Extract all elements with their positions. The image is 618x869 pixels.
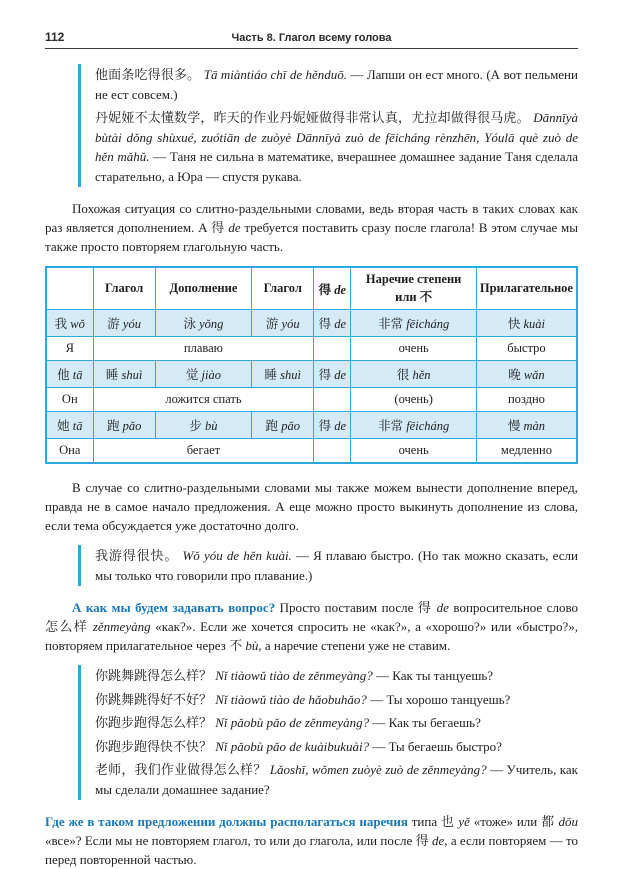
pinyin-text: tā: [72, 368, 83, 382]
pinyin-text: de: [334, 368, 347, 382]
pinyin-text: fēicháng: [406, 317, 450, 331]
chinese-text: 得: [211, 220, 225, 235]
table-cell: поздно: [476, 388, 577, 412]
pinyin-text: pǎo: [281, 419, 300, 433]
table-cell: [476, 361, 577, 388]
lead-question: А как мы будем задавать вопрос?: [72, 600, 276, 615]
table-cell: [351, 412, 477, 439]
de-construction-table: [45, 266, 578, 464]
column-header-object: Дополнение: [155, 267, 251, 310]
table-cell: Она: [46, 439, 93, 464]
example-sentence: [95, 65, 578, 104]
table-cell: [155, 310, 251, 337]
header-text: Наречие степени или: [365, 272, 462, 304]
page-number: 112: [45, 30, 65, 44]
table-cell: [155, 412, 251, 439]
table-cell: [46, 361, 93, 388]
table-cell: Я: [46, 337, 93, 361]
chinese-text: 得: [318, 419, 332, 433]
chinese-text: 我: [54, 317, 68, 331]
russian-translation: — Ты бегаешь быстро?: [369, 738, 502, 754]
chinese-text: 觉: [185, 368, 199, 382]
pinyin-text: fēicháng: [406, 419, 450, 433]
chinese-text: 你跑步跑得怎么样？: [95, 715, 213, 730]
example-sentence: [95, 713, 578, 733]
example-block-3: [78, 665, 578, 800]
pinyin-text: Lǎoshī, wǒmen zuòyè zuò de zěnmeyàng?: [266, 762, 487, 777]
pinyin-text: shuì: [121, 368, 143, 382]
table-cell: (очень): [351, 388, 477, 412]
chinese-text: 你跳舞跳得怎么样？: [95, 668, 213, 683]
russian-translation: — Таня не сильна в математике, вчерашнее домашнее задание Таня сделала старательно, а Юра — спустя рукава.: [95, 149, 578, 184]
table-cell: [314, 310, 351, 337]
chinese-text: 跑: [106, 419, 120, 433]
pinyin-text: hěn: [412, 368, 431, 382]
chinese-text: 泳: [183, 317, 196, 331]
example-sentence: [95, 666, 578, 686]
paragraph-split-words: [45, 478, 578, 535]
example-sentence: [95, 546, 578, 585]
russian-translation: — Лапши он ест много. (А вот пельмени не ест совсем.): [95, 67, 578, 102]
column-header-verb2: Глагол: [252, 267, 314, 310]
chinese-text: 他: [57, 368, 70, 382]
pinyin-text: Nǐ pǎobù pǎo de zěnmeyàng?: [212, 715, 370, 730]
table-cell: очень: [351, 337, 477, 361]
chinese-text: 得: [415, 833, 429, 848]
paragraph-text: «тоже» или: [469, 814, 542, 829]
table-cell: медленно: [476, 439, 577, 464]
pinyin-text: Nǐ pǎobù pǎo de kuàibukuài?: [212, 738, 370, 754]
pinyin-text: jiào: [201, 368, 221, 382]
paragraph-text: «как?». Если же хочется спросить не «как?», а «хорошо?» или «быстро?», повторяем прилагательное через: [45, 619, 578, 653]
table-cell: [252, 310, 314, 337]
table-cell: [46, 412, 93, 439]
table-cell: [155, 361, 251, 388]
chinese-text: 慢: [507, 419, 521, 433]
column-header-verb: Глагол: [93, 267, 155, 310]
table-cell: быстро: [476, 337, 577, 361]
chinese-text: 丹妮娅不太懂数学，昨天的作业丹妮娅做得非常认真，尤拉却做得很马虎。: [95, 110, 530, 125]
paragraph-text: требуется поставить сразу после глагола! В этом случае мы также просто повторяем глагольную часть.: [45, 220, 578, 254]
column-header-de: [314, 267, 351, 310]
table-cell: [93, 310, 155, 337]
table-row-russian: [46, 388, 577, 412]
example-block-2: [78, 545, 578, 586]
paragraph-text: Просто поставим после: [275, 600, 418, 615]
example-sentence: [95, 737, 578, 757]
table-row-chinese: [46, 361, 577, 388]
chinese-text: 不: [229, 638, 243, 653]
pinyin-text: Dānnīyà bùtài dǒng shùxué, zuótiān de zuòyè Dānnīyà zuò de fēicháng rènzhēn, Yóulā què zuò de hěn mǎhǔ.: [95, 110, 578, 164]
pinyin-text: de: [224, 220, 241, 235]
chinese-text: 步: [189, 419, 202, 433]
pinyin-text: kuài: [523, 317, 546, 331]
table-row-russian: [46, 439, 577, 464]
chinese-text: 得: [318, 368, 332, 382]
pinyin-text: Wǒ yóu de hěn kuài.: [178, 548, 296, 563]
running-head: [45, 30, 578, 49]
pinyin-text: Nǐ tiàowǔ tiào de zěnmeyàng?: [212, 668, 373, 683]
paragraph-text: «все»? Если мы не повторяем глагол, то или до глагола, или после: [45, 833, 416, 848]
table-cell-merged: плаваю: [93, 337, 314, 361]
pinyin-text: pǎo: [122, 419, 142, 433]
pinyin-text: de: [428, 833, 445, 848]
column-header-adverb: [351, 267, 477, 310]
chinese-text: 很: [396, 368, 410, 382]
paragraph-text: Похожая ситуация со слитно-раздельными словами, ведь вторая часть в таких словах как раз является дополнением. А: [45, 201, 578, 235]
russian-translation: — Как ты танцуешь?: [372, 668, 494, 683]
table-row-russian: [46, 337, 577, 361]
pinyin-text: de: [334, 419, 347, 433]
chinese-text: 晚: [508, 368, 521, 382]
paragraph-question: [45, 598, 578, 655]
column-header-adjective: Прилагательное: [476, 267, 577, 310]
chinese-text: 非常: [378, 419, 404, 433]
chinese-text: 得: [318, 282, 332, 297]
chinese-text: 非常: [378, 317, 404, 331]
pinyin-text: de: [432, 600, 449, 615]
chinese-text: 我游得很快。: [95, 548, 179, 563]
chinese-text: 游: [107, 317, 120, 331]
russian-translation: — Как ты бегаешь?: [369, 715, 481, 730]
example-block-1: [78, 64, 578, 187]
chinese-text: 怎么样: [45, 619, 89, 634]
table-cell-empty: [314, 337, 351, 361]
paragraph-text: , а если повторяем — то перед повторенной частью.: [45, 833, 578, 867]
pinyin-text: de: [331, 282, 347, 297]
chinese-text: 睡: [264, 368, 278, 382]
chinese-text: 都: [541, 814, 555, 829]
table-cell: [93, 412, 155, 439]
pinyin-text: yě: [454, 814, 470, 829]
table-row-chinese: [46, 310, 577, 337]
paragraph-text: типа: [407, 814, 441, 829]
table-cell: [314, 361, 351, 388]
paragraph-text: , а наречие степени уже не ставим.: [258, 638, 451, 653]
table-cell: [252, 361, 314, 388]
example-sentence: [95, 690, 578, 710]
table-cell: [351, 310, 477, 337]
table-header-row: [46, 267, 577, 310]
pinyin-text: yóu: [281, 317, 300, 331]
paragraph-adverbs: [45, 812, 578, 869]
chinese-text: 睡: [105, 368, 119, 382]
chinese-text: 快: [507, 317, 521, 331]
pinyin-text: Nǐ tiàowǔ tiào de hǎobuhǎo?: [212, 691, 367, 707]
russian-translation: — Я плаваю быстро. (Но так можно сказать, если мы только что говорили про плавание.): [95, 548, 578, 583]
example-sentence: [95, 760, 578, 799]
table-cell: [93, 361, 155, 388]
pinyin-text: zěnmeyàng: [88, 619, 151, 634]
table-cell-empty: [314, 439, 351, 464]
chinese-text: 她: [57, 419, 70, 433]
table-cell: Он: [46, 388, 93, 412]
chinese-text: 他面条吃得很多。: [95, 67, 201, 82]
column-header-empty: [46, 267, 93, 310]
russian-translation: — Ты хорошо танцуешь?: [366, 691, 511, 707]
pinyin-text: dōu: [554, 814, 578, 829]
table-cell: [252, 412, 314, 439]
chinese-text: 得: [318, 317, 332, 331]
chinese-text: 得: [417, 600, 433, 615]
chinese-text: 跑: [265, 419, 279, 433]
pinyin-text: yǒng: [199, 317, 224, 331]
table-cell: [314, 412, 351, 439]
table-cell: [476, 412, 577, 439]
table-cell: [351, 361, 477, 388]
example-sentence: [95, 108, 578, 186]
table-cell: [46, 310, 93, 337]
table-cell: очень: [351, 439, 477, 464]
table-cell-merged: бегает: [93, 439, 314, 464]
pinyin-text: Tā miàntiáo chī de hěnduō.: [200, 67, 351, 82]
paragraph-text: В случае со слитно-раздельными словами мы также можем вынести дополнение вперед, правда не в самое начало предложения. А еще можно просто выкинуть дополнение из слова, если тема обсуждается уже достаточно долго.: [45, 480, 578, 533]
pinyin-text: màn: [523, 419, 546, 433]
pinyin-text: shuì: [280, 368, 301, 382]
paragraph-intro: [45, 199, 578, 256]
russian-translation: — Учитель, как мы сделали домашнее задание?: [95, 762, 578, 797]
pinyin-text: tā: [72, 419, 83, 433]
table-row-chinese: [46, 412, 577, 439]
chinese-text: 游: [265, 317, 279, 331]
pinyin-text: bù: [242, 638, 259, 653]
chapter-title: Часть 8. Глагол всему голова: [231, 32, 392, 44]
pinyin-text: de: [334, 317, 347, 331]
chinese-text: 也: [440, 814, 455, 829]
table-cell: [476, 310, 577, 337]
chinese-text: 不: [419, 290, 433, 304]
pinyin-text: wǎn: [523, 368, 545, 382]
pinyin-text: wǒ: [70, 317, 85, 331]
table-cell-merged: ложится спать: [93, 388, 314, 412]
lead-question: Где же в таком предложении должны располагаться наречия: [45, 814, 408, 829]
pinyin-text: bù: [205, 419, 218, 433]
chinese-text: 你跳舞跳得好不好？: [95, 691, 213, 707]
pinyin-text: yóu: [122, 317, 141, 331]
table-cell-empty: [314, 388, 351, 412]
chinese-text: 你跑步跑得快不快？: [95, 738, 213, 754]
chinese-text: 老师，我们作业做得怎么样？: [95, 762, 267, 777]
paragraph-text: вопросительное слово: [448, 600, 578, 615]
